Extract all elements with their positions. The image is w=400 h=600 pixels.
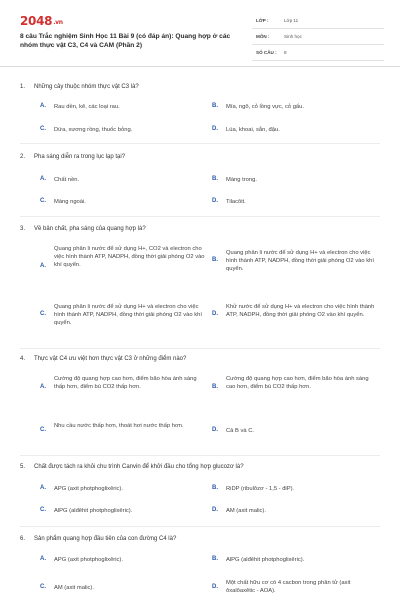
meta-row-class [252,14,384,29]
option-text: Tilacôit. [226,199,246,205]
option-text: AlPG (alđêhit photphoglixêric). [226,557,305,563]
option-letter: C. [40,427,46,433]
question-stem: Những cây thuộc nhóm thực vật C3 là? [34,84,139,90]
option-text: Nhu cầu nước thấp hơn, thoát hơi nước thấp hơn. [54,423,184,429]
question-number: 5. [20,464,26,470]
question-text [20,153,380,161]
option-text: AM (axit malic). [54,585,94,591]
meta-value: 8 [284,50,287,55]
question-number: 4. [20,356,26,362]
option-text: Cường độ quang hợp cao hơn, điểm bão hòa ánh sáng thấp hơn, điểm bù CO2 thấp hơn. [54,376,197,391]
meta-info [252,14,384,62]
option-text: Cường độ quang hợp cao hơn, điểm bão hòa ánh sáng cao hơn, điểm bù CO2 thấp hơn. [226,376,369,391]
question-number: 6. [20,536,26,542]
document-title: 8 câu Trắc nghiệm Sinh Học 11 Bài 9 (có đáp án): Quang hợp ở các nhóm thực vật C3, C4 và CAM (Phần 2) [20,33,231,49]
question-stem: Chất được tách ra khỏi chu trình Canvin để khởi đầu cho tổng hợp glucozơ là? [34,464,244,470]
option-text: Chất nền. [54,177,80,183]
option-letter: C. [40,311,46,317]
option-text: RiDP (ribulôzơ - 1,5 - điP). [226,486,295,492]
option-letter: B. [212,103,218,109]
meta-label: MÔN : [256,34,270,39]
option-letter: C. [40,126,46,132]
option-letter: B. [212,384,218,390]
option-text: Quang phân li nước để sử dụng H+ và electron cho việc hình thành ATP, NADPH, đồng thời giải phóng O2 vào khí quyển. [226,250,374,273]
option-text: Cả B và C. [226,428,255,434]
meta-label: LỚP : [256,18,269,23]
option-letter: B. [212,257,218,263]
meta-row-subject [252,30,384,45]
option-letter: D. [212,507,218,513]
meta-label: SỐ CÂU : [256,50,277,55]
question-text [20,355,380,363]
option-text: Một chất hữu cơ có 4 cacbon trong phân tử (axit ôxalôaxêtic - AOA). [226,580,351,595]
option-text: Mía, ngô, cỏ lồng vực, cỏ gấu. [226,104,304,110]
option-text: Rau dền, kê, các loại rau. [54,104,120,110]
meta-row-count [252,46,384,61]
question-stem: Pha sáng diễn ra trong lục lạp tại? [34,154,126,160]
option-text: AlPG (alđêhit photphoglixêric). [54,508,133,514]
question-text [20,535,380,543]
header-divider [0,66,400,67]
question-text [20,463,380,471]
question-divider [20,455,380,456]
option-letter: B. [212,176,218,182]
option-text: Lúa, khoai, sắn, đậu. [226,127,280,133]
option-letter: B. [212,485,218,491]
option-letter: A. [40,263,46,269]
option-letter: C. [40,507,46,513]
site-logo[interactable] [20,14,63,28]
option-letter: C. [40,198,46,204]
option-letter: D. [212,584,218,590]
question-stem: Sản phẩm quang hợp đầu tiên của con đường C4 là? [34,536,177,542]
question-stem: Về bản chất, pha sáng của quang hợp là? [34,226,146,232]
question-text [20,225,380,233]
logo-suffix: .vn [53,19,63,26]
question-number: 1. [20,84,26,90]
question-divider [20,526,380,527]
option-letter: D. [212,198,218,204]
option-text: Quang phân li nước để sử dụng H+, CO2 và electron cho việc hình thành ATP, NADPH, đồng thời giải phóng O2 vào khí quyển. [54,246,205,269]
option-text: APG (axit photphoglixêric). [54,486,123,492]
option-letter: B. [212,556,218,562]
option-letter: A. [40,485,46,491]
option-letter: D. [212,126,218,132]
option-letter: A. [40,176,46,182]
option-text: Quang phân li nước để sử dụng H+ và electron cho việc hình thành ATP, NADPH, đồng thời giải phóng O2 vào khí quyển. [54,304,202,327]
meta-value[interactable]: Lớp 11 [284,18,299,23]
option-text: AM (axit malic). [226,508,266,514]
meta-value[interactable]: Sinh học [284,34,302,39]
option-letter: C. [40,584,46,590]
question-number: 3. [20,226,26,232]
page-header [0,0,400,62]
option-text: Khử nước để sử dụng H+ và electron cho việc hình thành ATP, NADPH, đồng thời giải phóng O2 vào khí quyển. [226,304,375,319]
option-letter: A. [40,103,46,109]
question-divider [20,216,380,217]
question-divider [20,143,380,144]
option-letter: D. [212,311,218,317]
question-text [20,83,380,91]
question-number: 2. [20,154,26,160]
question-stem: Thực vật C4 ưu việt hơn thực vật C3 ở những điểm nào? [34,356,187,362]
logo-main: 2048 [20,14,53,28]
option-letter: D. [212,427,218,433]
question-divider [20,348,380,349]
option-letter: A. [40,384,46,390]
option-text: Màng ngoài. [54,199,86,205]
option-letter: A. [40,556,46,562]
option-text: Dứa, xương rồng, thuốc bỏng. [54,127,133,133]
option-text: Màng trong. [226,177,257,183]
option-text: APG (axit photphoglixêric). [54,557,123,563]
